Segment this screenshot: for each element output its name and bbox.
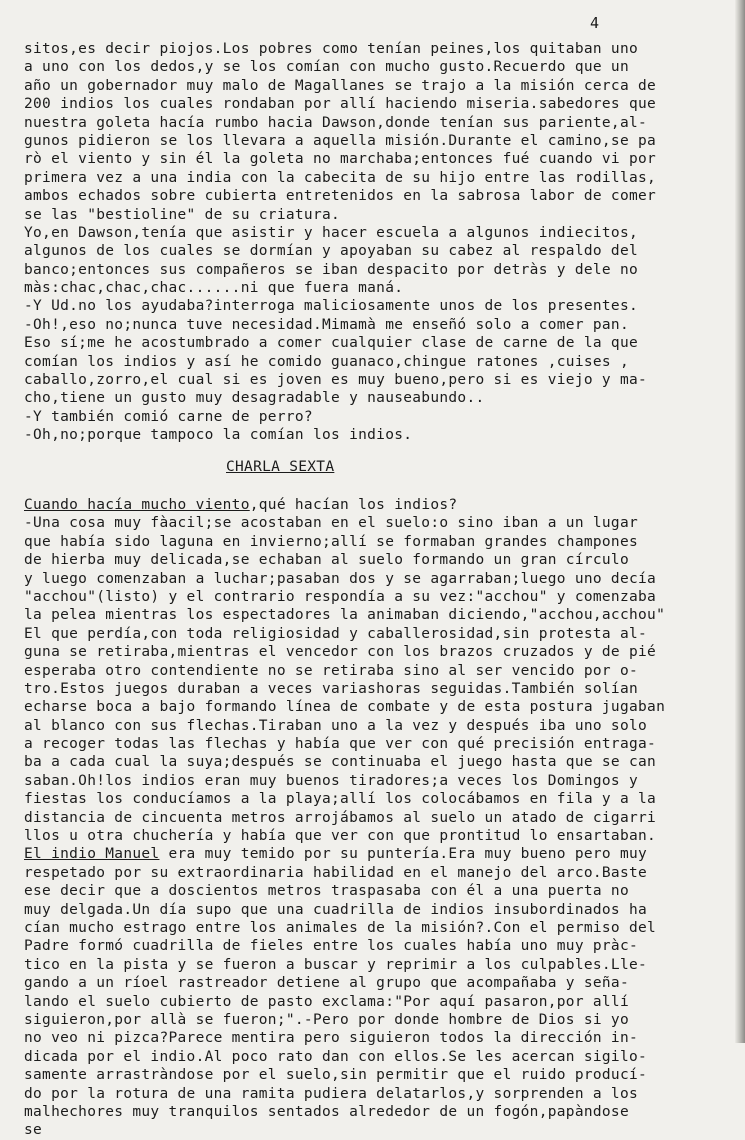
text-line: gando a un ríoel rastreador detiene al grupo que acompañaba y seña- bbox=[24, 975, 629, 992]
text-line: a recoger todas las flechas y había que ver con qué precisión entraga- bbox=[24, 736, 657, 753]
text-line: ba a cada cual la suya;después se continuaba el juego hasta que se can bbox=[24, 754, 657, 771]
text-line: dicada por el indio.Al poco rato dan con ellos.Se les acercan sigilo- bbox=[24, 1048, 648, 1065]
text-line: echarse boca a bajo formando línea de combate y de esta postura jugaban bbox=[24, 699, 666, 716]
text-line: banco;entonces sus compañeros se iban despacito por detràs y dele no bbox=[24, 261, 639, 278]
text-line: -Y también comió carne de perro? bbox=[24, 408, 313, 425]
text-line: al blanco con sus flechas.Tiraban uno a la vez y después iba uno solo bbox=[24, 717, 648, 734]
text-line: samente arrastràndose por el suelo,sin permitir que el ruido producí- bbox=[24, 1067, 648, 1084]
text-line: nuestra goleta hacía rumbo hacia Dawson,donde tenían sus pariente,al- bbox=[24, 114, 648, 131]
text-line: no veo ni pizca?Parece mentira pero siguieron todos la dirección in- bbox=[24, 1030, 639, 1047]
text-line: Yo,en Dawson,tenía que asistir y hacer escuela a algunos indiecitos, bbox=[24, 224, 639, 241]
text-line: màs:chac,chac,chac......ni que fuera maná. bbox=[24, 280, 404, 297]
text-line: do por la rotura de una ramita pudiera delatarlos,y sorprenden a los bbox=[24, 1085, 639, 1102]
text-line: lando el suelo cubierto de pasto exclama:"Por aquí pasaron,por allí bbox=[24, 993, 629, 1010]
text-line: 200 indios los cuales rondaban por allí haciendo miseria.sabedores que bbox=[24, 96, 657, 113]
page-number: 4 bbox=[590, 14, 600, 32]
text-line: cían mucho estrago entre los animales de la misión?.Con el permiso del bbox=[24, 919, 657, 936]
text-line: ambos echados sobre cubierta entretenidos en la sabrosa labor de comer bbox=[24, 188, 657, 205]
text-line: comían los indios y así he comido guanaco,chingue ratones ,cuises , bbox=[24, 353, 629, 370]
text-line: ese decir que a doscientos metros traspasaba con él a una puerta no bbox=[24, 883, 629, 900]
text-line: siguieron,por allà se fueron;".-Pero por donde hombre de Dios si yo bbox=[24, 1011, 629, 1028]
text-line: fiestas los conducíamos a la playa;allí los colocábamos en fila y a la bbox=[24, 791, 657, 808]
text-line: gunos pidieron se los llevara a aquella misión.Durante el camino,se pa bbox=[24, 132, 657, 149]
text-line: primera vez a una india con la cabecita de su hijo entre las rodillas, bbox=[24, 169, 657, 186]
section-heading: CHARLA SEXTA bbox=[226, 459, 335, 475]
paragraph-block-2 bbox=[24, 496, 724, 1140]
text-line: algunos de los cuales se dormían y apoyaban su cabez al respaldo del bbox=[24, 243, 639, 260]
text-line: malhechores muy tranquilos sentados alrededor de un fogón,papàndose bbox=[24, 1103, 629, 1120]
text-line: rò el viento y sin él la goleta no marchaba;entonces fué cuando vi por bbox=[24, 151, 657, 168]
text-line: se las "bestioline" de su criatura. bbox=[24, 206, 341, 223]
text-line: saban.Oh!los indios eran muy buenos tiradores;a veces los Domingos y bbox=[24, 772, 639, 789]
text-line: Padre formó cuadrilla de fieles entre los cuales había uno muy pràc- bbox=[24, 938, 639, 955]
text-line: -Oh!,eso no;nunca tuve necesidad.Mimamà me enseñó solo a comer pan. bbox=[24, 316, 629, 333]
line-rest: era muy temido por su puntería.Era muy bueno pero muy bbox=[159, 846, 648, 863]
text-line: El que perdía,con toda religiosidad y caballerosidad,sin protesta al- bbox=[24, 625, 648, 642]
text-line: cho,tiene un gusto muy desagradable y nauseabundo.. bbox=[24, 390, 485, 407]
text-line bbox=[24, 845, 724, 863]
text-line: guna se retiraba,mientras el vencedor con los brazos cruzados y de pié bbox=[24, 644, 657, 661]
text-line: de hierba muy delicada,se echaban al suelo formando un gran círculo bbox=[24, 552, 629, 569]
text-line: a uno con los dedos,y se los comían con mucho gusto.Recuerdo que un bbox=[24, 59, 629, 76]
text-line: respetado por su extraordinaria habilidad en el manejo del arco.Baste bbox=[24, 864, 648, 881]
underlined-phrase: El indio Manuel bbox=[24, 846, 160, 863]
text-line: tro.Estos juegos duraban a veces variashoras seguidas.También solían bbox=[24, 680, 639, 697]
text-line: -Y Ud.no los ayudaba?interroga maliciosamente unos de los presentes. bbox=[24, 298, 639, 315]
underlined-phrase: Cuando hacía mucho viento bbox=[24, 497, 250, 513]
text-line: año un gobernador muy malo de Magallanes se trajo a la misión cerca de bbox=[24, 77, 657, 94]
text-line: caballo,zorro,el cual si es joven es muy bueno,pero si es viejo y ma- bbox=[24, 372, 648, 389]
text-line: esperaba otro contendiente no se retiraba sino al ser vencido por o- bbox=[24, 662, 639, 679]
text-line: muy delgada.Un día supo que una cuadrilla de indios insubordinados ha bbox=[24, 901, 648, 918]
text-line bbox=[24, 496, 724, 514]
text-line: que había sido laguna en invierno;allí se formaban grandes champones bbox=[24, 533, 639, 550]
page-edge-shadow bbox=[735, 0, 745, 1043]
paragraph-block-1 bbox=[24, 40, 724, 445]
text-line: -Oh,no;porque tampoco la comían los indios. bbox=[24, 427, 413, 444]
text-line: distancia de cincuenta metros arrojábamos al suelo un atado de cigarri bbox=[24, 809, 657, 826]
text-line: la pelea mientras los espectadores la animaban diciendo,"acchou,acchou" bbox=[24, 607, 666, 624]
text-line: sitos,es decir piojos.Los pobres como tenían peines,los quitaban uno bbox=[24, 41, 639, 57]
text-line: "acchou"(listo) y el contrario respondía a su vez:"acchou" y comenzaba bbox=[24, 588, 657, 605]
text-line: tico en la pista y se fueron a buscar y reprimir a los culpables.Lle- bbox=[24, 956, 648, 973]
text-line: se bbox=[24, 1122, 43, 1139]
text-line: y luego comenzaban a luchar;pasaban dos y se agarraban;luego uno decía bbox=[24, 570, 657, 587]
text-line: llos u otra chuchería y había que ver con que prontitud lo ensartaban. bbox=[24, 828, 657, 845]
line-rest: ,qué hacían los indios? bbox=[249, 497, 458, 513]
text-line: -Una cosa muy fàacil;se acostaban en el suelo:o sino iban a un lugar bbox=[24, 515, 639, 532]
text-line: Eso sí;me he acostumbrado a comer cualquier clase de carne de la que bbox=[24, 335, 639, 352]
